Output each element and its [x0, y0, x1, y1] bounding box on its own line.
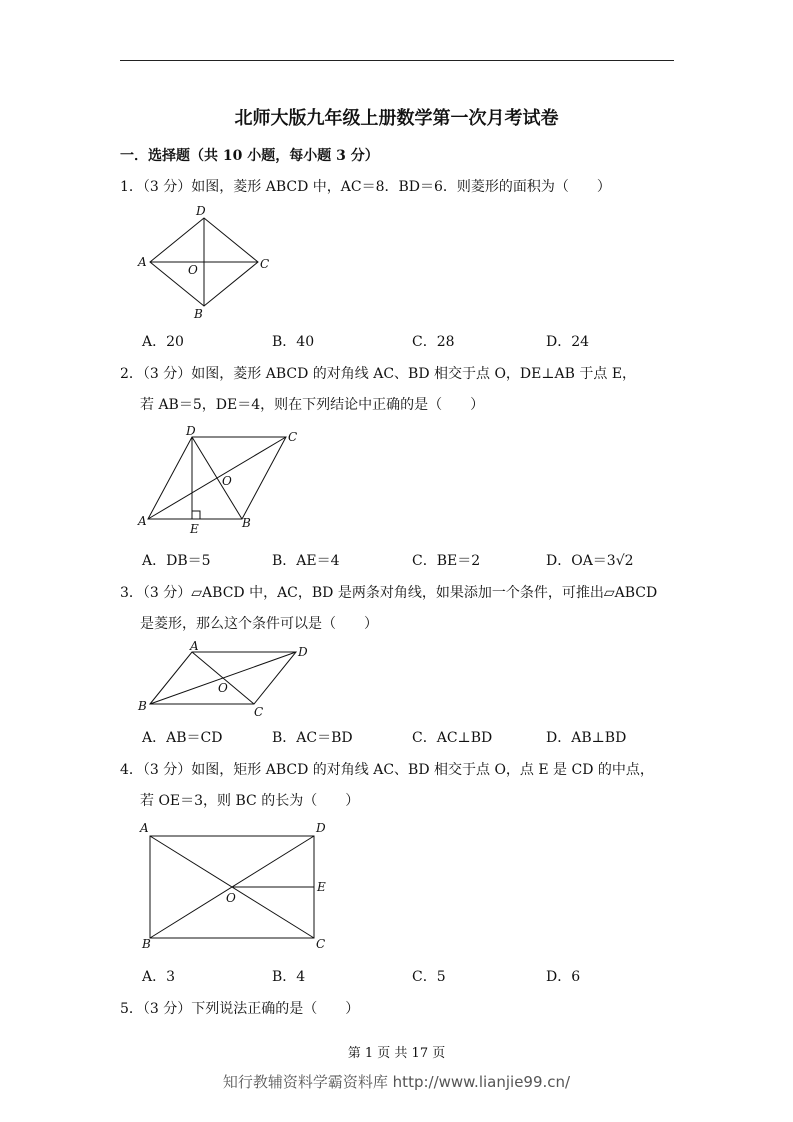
label-c: C [316, 937, 326, 951]
question-5-text: 5．（3 分）下列说法正确的是（ ） [120, 1001, 360, 1017]
question-2-text-line-1: 2．（3 分）如图，菱形 ABCD 的对角线 AC、BD 相交于点 O，DE⊥AB 于点 E， [120, 366, 637, 382]
diagonal-bd [192, 437, 242, 519]
question-2-text-line-2: 若 AB＝5，DE＝4，则在下列结论中正确的是（ ） [140, 397, 485, 413]
right-angle-mark [192, 511, 200, 519]
label-d: D [316, 821, 326, 835]
question-3-text-line-1: 3．（3 分）▱ABCD 中，AC，BD 是两条对角线，如果添加一个条件，可推出▱ABCD [120, 585, 658, 601]
q3-option-a: A．AB＝CD [142, 730, 223, 746]
question-3-figure-parallelogram [130, 640, 330, 720]
q1-option-d: D．24 [546, 334, 590, 350]
label-d: D [196, 204, 206, 218]
q1-option-c: C．28 [412, 334, 455, 350]
label-a: A [190, 639, 199, 653]
label-o: O [188, 263, 198, 277]
q1-option-a: A．20 [142, 334, 184, 350]
q2-option-b: B．AE＝4 [272, 553, 340, 569]
label-a: A [138, 514, 147, 528]
watermark-link[interactable]: 知行教辅资料学霸资料库 http://www.lianjie99.cn/ [222, 1073, 571, 1091]
label-b: B [194, 307, 203, 321]
page-number-footer: 第 1 页 共 17 页 [347, 1046, 446, 1061]
question-4-text-line-1: 4．（3 分）如图，矩形 ABCD 的对角线 AC、BD 相交于点 O，点 E 是 CD 的中点， [120, 762, 654, 778]
question-4-text-line-2: 若 OE＝3，则 BC 的长为（ ） [140, 793, 360, 809]
label-o: O [222, 474, 232, 488]
question-1-figure-rhombus [130, 200, 280, 322]
label-c: C [260, 257, 270, 271]
question-3-text-line-2: 是菱形，那么这个条件可以是（ ） [140, 616, 378, 632]
label-d: D [298, 645, 308, 659]
q4-option-a: A．3 [142, 969, 176, 985]
label-o: O [218, 681, 228, 695]
top-rule [120, 60, 674, 61]
label-o: O [226, 891, 236, 905]
diagonal-bd [150, 652, 296, 704]
label-d: D [186, 424, 196, 438]
label-b: B [242, 516, 251, 530]
q3-option-d: D．AB⊥BD [546, 730, 627, 746]
label-a: A [138, 255, 147, 269]
q4-option-c: C．5 [412, 969, 446, 985]
label-b: B [138, 699, 147, 713]
section-heading: 一．选择题（共 10 小题，每小题 3 分） [120, 148, 379, 164]
question-2-figure-rhombus [130, 425, 310, 540]
label-c: C [288, 430, 298, 444]
label-e: E [317, 880, 326, 894]
q3-option-b: B．AC＝BD [272, 730, 353, 746]
label-b: B [142, 937, 151, 951]
q2-option-c: C．BE＝2 [412, 553, 481, 569]
label-a: A [140, 821, 149, 835]
question-1-text: 1．（3 分）如图，菱形 ABCD 中，AC＝8．BD＝6．则菱形的面积为（ ） [120, 179, 611, 195]
q2-option-a: A．DB＝5 [142, 553, 211, 569]
q2-option-d: D．OA＝3√2 [546, 553, 634, 569]
label-c: C [254, 705, 264, 719]
q3-option-c: C．AC⊥BD [412, 730, 493, 746]
page-title: 北师大版九年级上册数学第一次月考试卷 [234, 108, 559, 129]
q4-option-d: D．6 [546, 969, 581, 985]
q4-option-b: B．4 [272, 969, 306, 985]
q1-option-b: B．40 [272, 334, 315, 350]
label-e: E [190, 522, 199, 536]
question-4-figure-rectangle [130, 818, 345, 953]
